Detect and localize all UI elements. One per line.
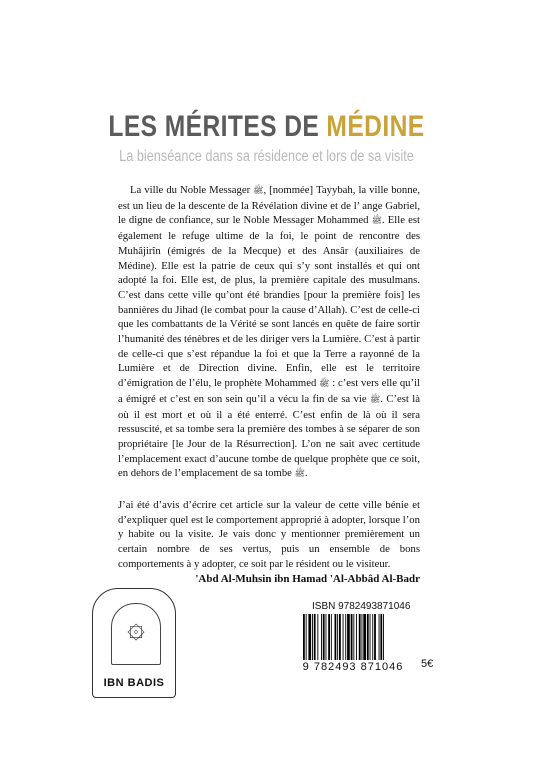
calligraphy-emblem-icon: ۞ [111,603,161,665]
price-label: 5€ [421,658,434,670]
salawat-glyph: ﷺ [371,216,382,227]
salawat-glyph: ﷺ [253,186,264,196]
publisher-name: IBN BADIS [103,677,165,689]
title-part-gold: MÉDINE [326,110,425,143]
salawat-glyph: ﷺ [319,379,330,390]
barcode-icon [301,614,409,660]
book-subtitle: La bienséance dans sa résidence et lors de sa visite [119,148,414,165]
salawat-glyph: ﷺ [294,469,305,480]
author-name: 'Abd Al-Muhsin ibn Hamad 'Al-Abbâd Al-Badr [195,573,420,585]
barcode-number: 9 782493 871046 [302,661,404,673]
paragraph-purpose: J’ai été d’avis d’écrire cet article sur la valeur de cette ville bénie et d’expliquer quel est le comportement approprié à adopter, lorsque l’on y habite ou la visite. Je vais donc y mentionner premièrement un certain nombre de ses vertus, puis un ensemble de bons comportements à y adopter, ce soit par le résident ou le visiteur. [118,499,420,570]
publisher-logo [92,588,176,698]
book-title [48,110,485,144]
isbn-label: ISBN 9782493871046 [312,601,411,612]
salawat-glyph: ﷺ [369,394,381,405]
paragraph-intro: La ville du Noble Messager ﷺ, [nommée] Tayybah, la ville bonne, est un lieu de la descente de la Révélation divine et de l’ ange Gabriel, le digne de confiance, sur le Noble Messager Mohammed ﷺ. Elle est également le refuge ultime de la foi, le point de rencontre des Muhâjirîn (émigrés de la Mecque) et des Ansâr (auxiliaires de Médine). Elle est la patrie de ceux qui s’y sont installés et qui ont adopté la foi. Elle est, de plus, la première capitale des musulmans. C’est dans cette ville qu’ont été brandies [pour la première fois] les bannières du Jihad (le combat pour la cause d’Allah). C’est de celle-ci que les combattants de la Vérité se sont lancés en quête de faire sortir l’humanité des ténèbres et de les diriger vers la Lumière. C’est à partir de celle-ci que s’est répandue la foi et que la Terre a rayonné de la Lumière et de Direction divine. Enfin, elle est le territoire d’émigration de l’élu, le prophète Mohammed ﷺ : c’est vers elle qu’il a émigré et c’est en son sein qu’il a vécu la fin de sa vie ﷺ. C’est là où il est mort et où il a été enterré. C’est enfin de là où il sera ressuscité, et sa tombe sera la première des tombes à se séparer de son propriétaire [le Jour de la Résurrection]. L’on ne sait avec certitude l’emplacement exact d’aucune tombe de quelque prophète que ce soit, en dehors de l’emplacement de sa tombe ﷺ. [118,184,421,480]
title-part-gray: LES MÉRITES DE [108,110,327,143]
